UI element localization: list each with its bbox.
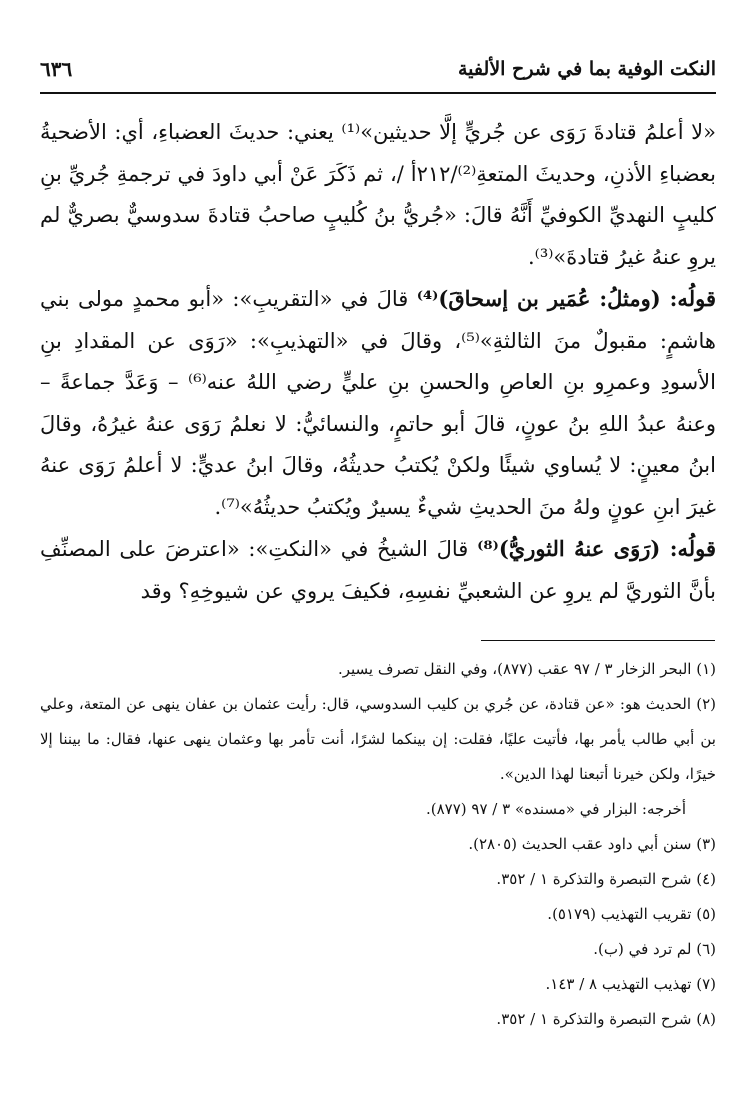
footnote-3: (٣) سنن أبي داود عقب الحديث (٢٨٠٥).: [468, 835, 716, 853]
paragraph-2-lead: قولُه: (ومثلُ: عُمَير بن إسحاقَ)⁽⁴⁾: [416, 286, 716, 311]
footnote-6: (٦) لم ترد في (ب).: [593, 940, 716, 958]
main-text: [40, 112, 716, 612]
footnote-4: (٤) شرح التبصرة والتذكرة ١ / ٣٥٢.: [496, 870, 716, 888]
page-number: ٦٣٦: [40, 57, 73, 81]
footnote-divider: [481, 640, 715, 641]
footnote-2-source: أخرجه: البزار في «مسنده» ٣ / ٩٧ (٨٧٧).: [425, 800, 686, 818]
page-header: [40, 52, 716, 86]
footnote-7: (٧) تهذيب التهذيب ٨ / ١٤٣.: [545, 975, 716, 993]
running-title: النكت الوفية بما في شرح الألفية: [458, 58, 716, 80]
footnote-5: (٥) تقريب التهذيب (٥١٧٩).: [547, 905, 716, 923]
footnote-2: (٢) الحديث هو: «عن قتادة، عن جُري بن كليب السدوسي، قال: رأيت عثمان بن عفان ينهى عن المتعة، وعلي بن أبي طالب يأمر بها، فأتيت عليًا، فقلت: إن بينكما لشرًا، أنت تأمر بها وعثمان ينهى عنها، فقال: ما بيننا إلا خيرًا، ولكن خيرنا أتبعنا لهذا الدين».: [40, 695, 716, 783]
footnotes: [40, 652, 716, 1037]
footnote-8: (٨) شرح التبصرة والتذكرة ١ / ٣٥٢.: [496, 1010, 716, 1028]
paragraph-3-text: قالَ الشيخُ في «النكتِ»: «اعترضَ على المصنِّفِ بأنَّ الثوريَّ لم يروِ عن الشعبيِّ نفسِهِ، فكيفَ يروي عن شيوخِهِ؟ وقد: [40, 537, 716, 603]
paragraph-3-lead: قولُه: (رَوَى عنهُ الثوريُّ)⁽⁸⁾: [477, 536, 716, 561]
paragraph-2: [40, 278, 716, 528]
paragraph-1: «لا أعلمُ قتادةَ رَوَى عن جُريٍّ إلَّا حديثين»⁽¹⁾ يعني: حديثَ العضباءِ، أي: الأضحيةُ بعضباءِ الأذنِ، وحديثَ المتعةِ⁽²⁾/٢١٢أ /، ثم ذَكَرَ عَنْ أبي داودَ في ترجمةِ جُريِّ بنِ كليبٍ النهديِّ الكوفيِّ أَنَّهُ قالَ: «جُريُّ بنُ كُليبٍ صاحبُ قتادةَ سدوسيٌّ بصريٌّ لم يروِ عنهُ غيرُ قتادةَ»⁽³⁾.: [40, 120, 717, 269]
paragraph-3: [40, 528, 716, 612]
paragraph-2-text: قالَ في «التقريبِ»: «أبو محمدٍ مولى بني هاشمٍ: مقبولٌ منَ الثالثةِ»⁽⁵⁾، وقالَ في «التهذيبِ»: «رَوَى عن المقدادِ بنِ الأسودِ وعمرِو بنِ العاصِ والحسنِ بنِ عليٍّ رضي اللهُ عنه⁽⁶⁾ – وَعَدَّ جماعةً – وعنهُ عبدُ اللهِ بنُ عونٍ، قالَ أبو حاتمٍ، والنسائيُّ: لا نعلمُ رَوَى عنهُ غيرُهُ، وقالَ ابنُ معينٍ: لا يُساوي شيئًا ولكنْ يُكتبُ حديثُهُ، وقالَ ابنُ عديٍّ: لا أعلمُ رَوَى عنهُ غيرَ ابنِ عونٍ ولهُ منَ الحديثِ شيءٌ يسيرٌ ويُكتبُ حديثُهُ»⁽⁷⁾.: [40, 287, 716, 519]
footnote-1: (١) البحر الزخار ٣ / ٩٧ عقب (٨٧٧)، وفي النقل تصرف يسير.: [337, 660, 716, 678]
header-divider: [40, 92, 716, 94]
